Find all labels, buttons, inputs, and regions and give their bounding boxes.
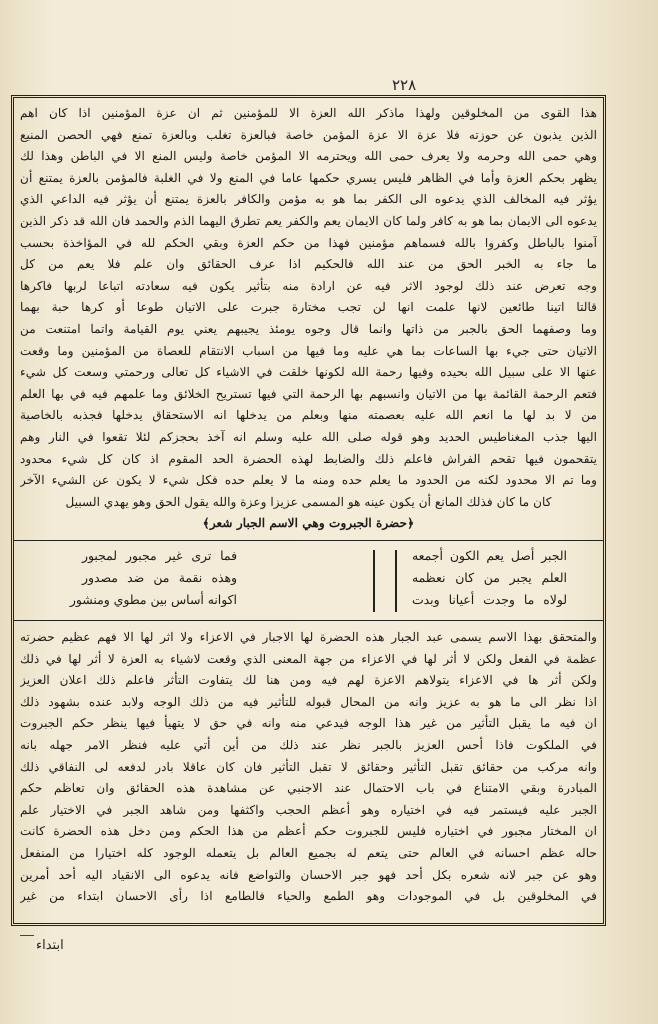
text-line: عنها الا على سبيل الله بحيده وفيها رحمة الله لكونها خلقت في الاشياء كل تعالى ورحمتي وسعت كل شيء xyxy=(20,365,597,380)
text-line: هذا القوى من المخلوقين ولهذا ماذكر الله العزة الا للمؤمنين ثم ان عزة المؤمنين اذا كان اهم xyxy=(20,106,597,120)
poem-line: اكوانه أساس بين مطوي ومنشور xyxy=(69,592,237,607)
text-line: يتقحمون فيها تقحم الفراش فاعلم ذلك والضابط لهذه الحضرة الحد المقوم اذ كان كل شيء محدود xyxy=(20,451,597,466)
text-line: من لا بد لها ما انعم الله عليه بعصمته منها وبعلم من يدخلها انه الاستحقاق يدخلها فجذبه بالخاصية xyxy=(20,408,597,423)
text-line: يظهر بحكم العزة وأما في الظاهر فليس يسري حكمها عاما في المنع ولا في الغلبة فالمؤمن بالعزة يمتنع أن xyxy=(20,170,597,185)
poem-line: وهذه نقمة من ضد مصدور xyxy=(82,570,237,585)
text-line: ان المختار مجبور في اختياره فليس للجبروت حكم أعظم من هذا الحكم ومن دخل هذه الحضرة كانت xyxy=(20,824,597,839)
text-line: الذين يذبون عن حوزته فلا عزة الا عزة المؤمن خاصة فبالعزة تغلب وبالعزة تمنع فهي الحصن المنيع xyxy=(20,127,597,142)
text-line: والمتحقق بهذا الاسم يسمى عبد الجبار هذه الحضرة لها الاجبار في الاعزاء ولا اثر لها الا فهم عظيم حضرته xyxy=(20,630,597,644)
text-line: وما وصفهما الحق بالجبر من ذاتها وانما قال وجوه يومئذ يجيبهم يعني يوم القيامة واتما امتنعت من xyxy=(20,321,597,336)
poem-line: الجبر أصل يعم الكون أجمعه xyxy=(412,548,567,563)
text-line: ما جاء به الخبر الحق من عند الله فالحكيم اذا عرف الحقائق وان علم فلا يعم من كل xyxy=(20,257,597,272)
text-line: في المخلوقين بل في الموجودات وهو الطمع والحياء فالطامع اذا رأى الاحسان ابتداء من غير xyxy=(20,889,597,904)
text-line: وهو عن جبر لانه شعره بكل أحد فهو جبر الاحسان والتواضع فانه يدعوه الى الانقياد اليه أحد أمرين xyxy=(20,867,597,882)
poem-separator xyxy=(395,550,397,612)
poem-line: فما ترى غير مجبور لمجبور xyxy=(82,548,237,563)
text-line: في الملكوت فاذا أحس العزيز بالجبر نظر عند ذلك من أين أتي عليه فنظر الامر جهله بانه xyxy=(20,737,597,752)
text-line: يؤثر فيه المخالف الذي يدعوه الى الكفر بما هو به مؤمن والكافر بالعزة يمتنع أن يؤثر فيه الداعي الذي xyxy=(20,192,597,207)
poem-right-hemistichs xyxy=(412,545,567,611)
text-line: اليها جذب المغناطيس الحديد وهو قوله صلى الله عليه وسلم انه آخذ بحجزكم لئلا تقعوا في النار وهم xyxy=(20,429,597,444)
text-line: الاتيان حتى جيء بها الساعات بما هي عليه وما فيها من اسباب الانتقام للعصاة من المؤمنين وما وقعت xyxy=(20,343,597,358)
poem-separator xyxy=(373,550,375,612)
text-line: وانه مركب من حقائق تقبل التأثير وحقائق لا تقبل التأثير فان كان عاقلا بادر لدفعه لى النفاقي ذلك xyxy=(20,759,597,774)
divider-top-poem xyxy=(14,540,603,541)
text-line: حاله عظم احسانه في العالم حتى يتعم له بجميع العالم بل يتعمله الوجود كله اختيارا من المنفعل xyxy=(20,845,597,860)
text-line: عظمة في الفعل ولكن لا أثر لها في الاعزاء من جهة المعنى الذي وقعت لاشياء به العزة لا أثر لها في ذلك xyxy=(20,651,597,666)
text-line: وهي حمى الله وحرمه ولا يعرف حمى الله ويحترمه الا المؤمن خاصة وليس المنع الا في الباطن وهذا لك xyxy=(20,149,597,164)
poem-block xyxy=(20,545,597,615)
text-line: ان فيه ما يقبل التأثير من غير هذا الوجه فيدعي منه وانه في حق لا يتهيأ فيها ينظر حكم الجبروت xyxy=(20,716,597,731)
text-line: آمنوا بالباطل وكفروا بالله فسماهم مؤمنين فهذا من حكم العزة وبقي الحكم لله في المؤاخذة بحسب xyxy=(20,235,597,250)
text-line: وما تم الا محدود لكنه من الحدود ما يعلم حده ومنه ما لا يعلم حده فكل شيء لا يكون عن الشيء الآخر xyxy=(20,473,597,488)
text-line: قالتا اتينا طائعين لانها علمت انها لن تجب مختارة جبرت على الاتيان طوعا أو كرها حبة بهما xyxy=(20,300,597,315)
second-text-block xyxy=(20,627,597,917)
text-line: كان ما كان فذلك المانع أن يكون عينه هو المسمى عزيزا وعزة والله يقول الحق وهو يهدي السبيل xyxy=(65,494,552,509)
divider-bottom-poem xyxy=(14,620,603,621)
catchword-mark xyxy=(20,935,34,936)
main-text-block xyxy=(20,103,597,535)
text-line: وجه تعرض عند ذلك لوجود الاثر فيه عن ارادة منه بتأثير يكون فيه سعادته اتباعا لربها فاكرها xyxy=(20,278,597,293)
poem-line: لولاه ما وجدت أعيانا وبدت xyxy=(412,592,567,607)
catchword: ابتداء xyxy=(36,938,64,953)
text-line: اذا نظر الى ما هو به عزيز وانه من المحال قبوله للتأثير فيه من ذلك الوجه ولابد عنده بشهود ذلك xyxy=(20,694,597,709)
text-line: الجبر عليه فيستمر فيه في اختياره وهو أعظم الحجب واكثفها ومن شاهد الجبر في الاختيار علم xyxy=(20,802,597,817)
poem-left-hemistichs xyxy=(69,545,237,611)
text-line: ولكن أثر ها في الاعزاء يتولاهم الاعزة لهم فيه ومن هنا لك يتفاوت التأثر فاعلم ذلك اعلان العزيز xyxy=(20,673,597,688)
text-line: المبادرة وبقي الامتناع في باب الاحتمال عند الاجنبي عن مشاهدة هذه الحقائق وان تعاظم حكم xyxy=(20,781,597,796)
section-heading: ﴿حضرة الجبروت وهي الاسم الجبار شعر﴾ xyxy=(202,516,415,531)
poem-line: العلم يجبر من كان نعظمه xyxy=(412,570,567,585)
page-number: ٢٢٨ xyxy=(392,76,417,94)
text-line: يدعوه الى الايمان بما هو به كافر ولما كان الايمان يعم والكفر يعم تطرق اليهما الذم والحمد فان الله قد ذكر الذين xyxy=(20,213,597,228)
text-line: فتعم الرحمة القائمة بها من الاتيان وانسبهم بها الرحمة التي فيها تستريح الخلائق وما علمهم فيه في بها العلم xyxy=(20,386,597,401)
